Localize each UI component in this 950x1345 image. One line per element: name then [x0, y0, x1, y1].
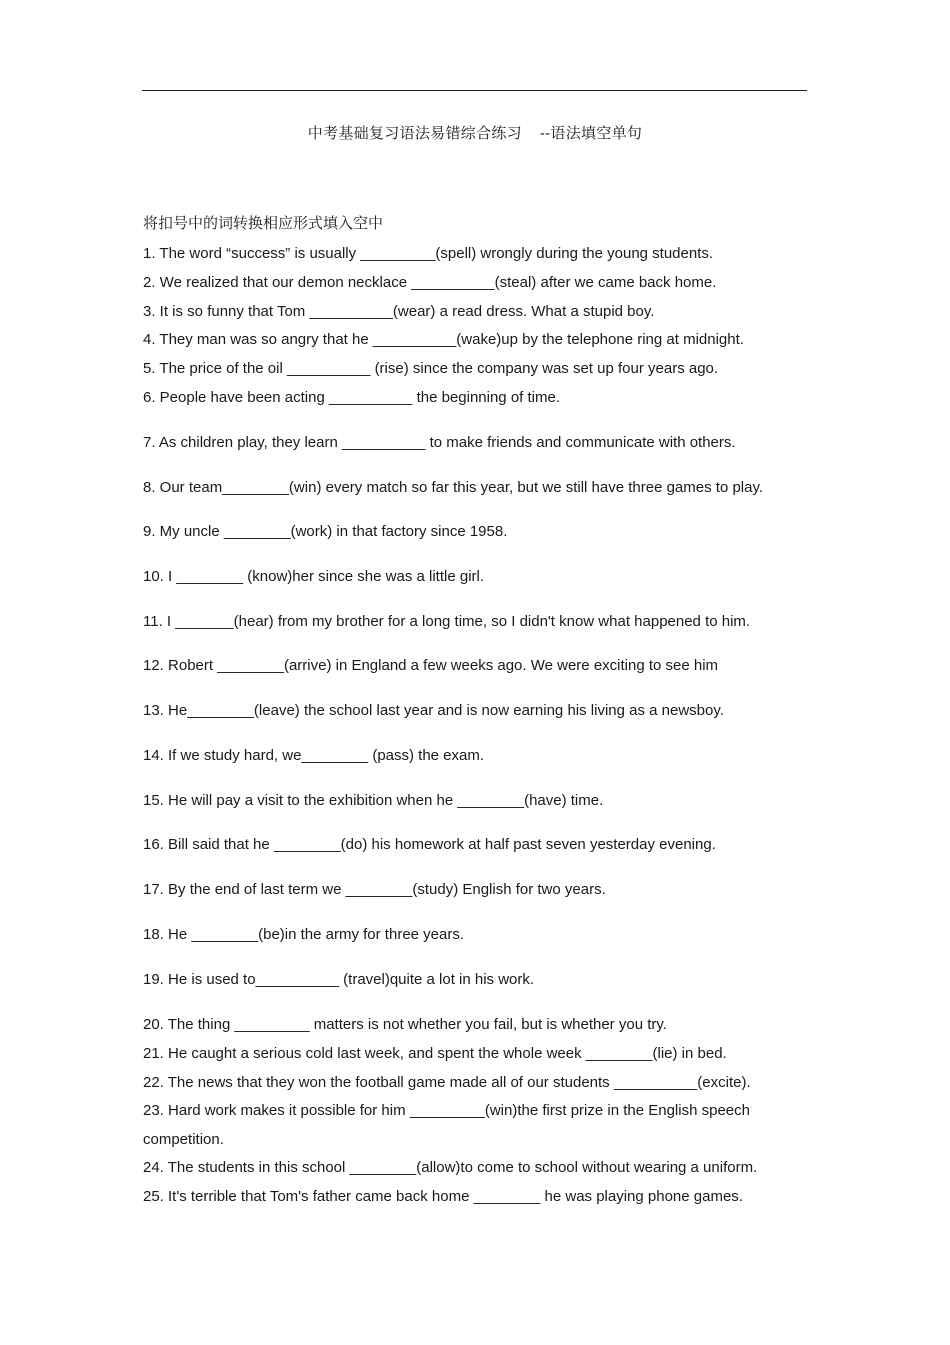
question-15: 15. He will pay a visit to the exhibition when he ________(have) time.	[143, 792, 604, 809]
page-title: 中考基础复习语法易错综合练习 --语法填空单句	[307, 125, 643, 142]
question-1: 1. The word “success” is usually _________(spell) wrongly during the young students.	[143, 245, 714, 262]
question-18: 18. He ________(be)in the army for three years.	[143, 926, 465, 943]
instruction-text: 将扣号中的词转换相应形式填入空中	[143, 215, 384, 232]
question-14: 14. If we study hard, we________ (pass) the exam.	[143, 747, 485, 764]
question-4: 4. They man was so angry that he __________(wake)up by the telephone ring at midnight.	[143, 331, 744, 348]
question-22: 22. The news that they won the football game made all of our students __________(excite).	[143, 1074, 751, 1091]
question-11: 11. I _______(hear) from my brother for a long time, so I didn't know what happened to him.	[143, 613, 751, 630]
question-20: 20. The thing _________ matters is not whether you fail, but is whether you try.	[143, 1016, 667, 1033]
question-25: 25. It's terrible that Tom's father came back home ________ he was playing phone games.	[143, 1188, 743, 1205]
question-8: 8. Our team________(win) every match so far this year, but we still have three games to play.	[143, 479, 764, 496]
question-3: 3. It is so funny that Tom __________(wear) a read dress. What a stupid boy.	[143, 303, 655, 320]
question-23: 23. Hard work makes it possible for him _________(win)the first prize in the English speech	[143, 1102, 750, 1119]
question-23-continuation: competition.	[143, 1131, 224, 1148]
question-12: 12. Robert ________(arrive) in England a few weeks ago. We were exciting to see him	[143, 657, 719, 674]
question-7: 7. As children play, they learn __________ to make friends and communicate with others.	[143, 434, 736, 451]
question-5: 5. The price of the oil __________ (rise) since the company was set up four years ago.	[143, 360, 719, 377]
question-17: 17. By the end of last term we ________(study) English for two years.	[143, 881, 606, 898]
top-rule	[142, 90, 807, 91]
question-10: 10. I ________ (know)her since she was a little girl.	[143, 568, 485, 585]
question-13: 13. He________(leave) the school last year and is now earning his living as a newsboy.	[143, 702, 724, 719]
question-9: 9. My uncle ________(work) in that factory since 1958.	[143, 523, 508, 540]
question-24: 24. The students in this school ________(allow)to come to school without wearing a uniform.	[143, 1159, 758, 1176]
question-21: 21. He caught a serious cold last week, and spent the whole week ________(lie) in bed.	[143, 1045, 727, 1062]
question-6: 6. People have been acting __________ the beginning of time.	[143, 389, 560, 406]
question-19: 19. He is used to__________ (travel)quite a lot in his work.	[143, 971, 535, 988]
question-16: 16. Bill said that he ________(do) his homework at half past seven yesterday evening.	[143, 836, 716, 853]
question-2: 2. We realized that our demon necklace __________(steal) after we came back home.	[143, 274, 717, 291]
